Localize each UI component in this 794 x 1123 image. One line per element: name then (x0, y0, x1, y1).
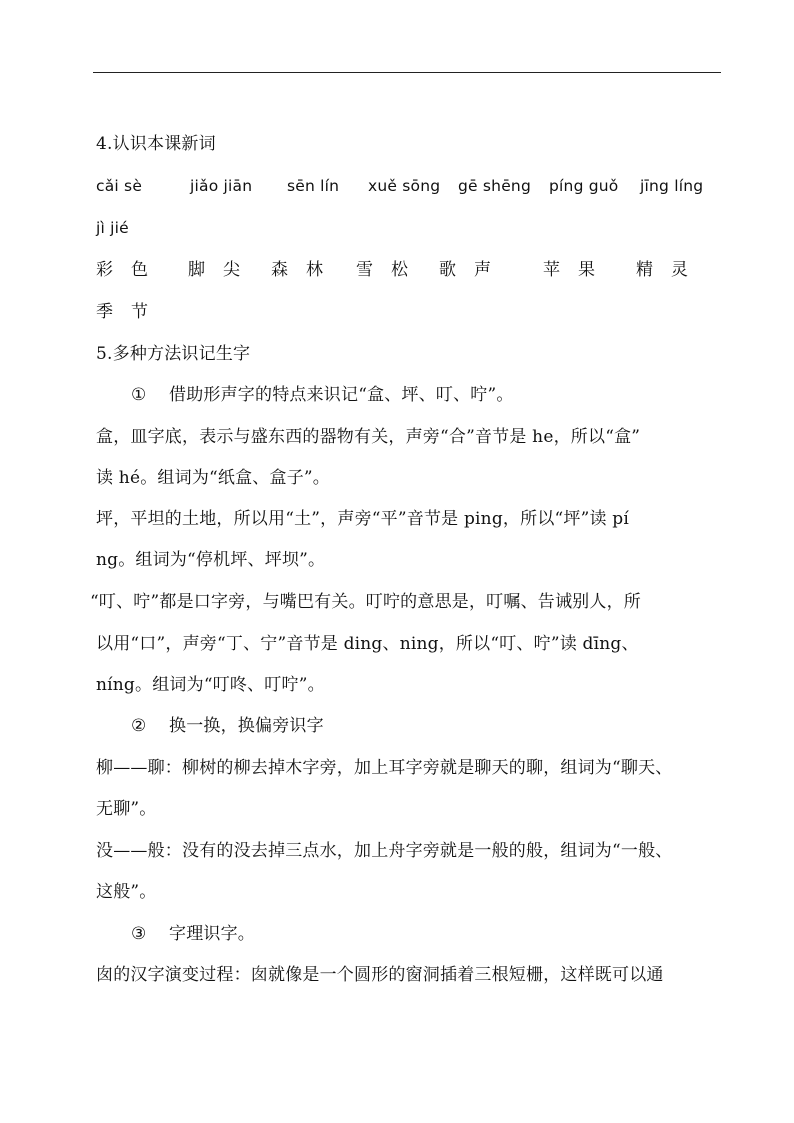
method-2-line-4: 这般”。 (96, 882, 157, 902)
word-gesheng: 歌声 (439, 260, 509, 280)
method-3-line-1: 囱的汉字演变过程：囱就像是一个圆形的窗洞插着三根短栅，这样既可以通 (96, 965, 664, 985)
circled-number-2: ② (131, 716, 147, 736)
method-1-line-2: 读 hé。组词为“纸盒、盒子”。 (96, 468, 330, 488)
header-rule (93, 72, 721, 73)
word-jingling: 精灵 (636, 260, 706, 280)
method-2-line-1: 柳——聊：柳树的柳去掉木字旁，加上耳字旁就是聊天的聊，组词为“聊天、 (96, 758, 673, 778)
method-3-title (131, 922, 255, 946)
circled-number-3: ③ (131, 924, 147, 944)
pinyin-row-2: jì jié (96, 219, 129, 237)
pinyin-jingling: jīng líng (640, 177, 704, 195)
method-1-line-4: ng。组词为“停机坪、坪坝”。 (96, 550, 326, 570)
method-2-title-text: 换一换，换偏旁识字 (169, 716, 324, 736)
pinyin-jiaojian: jiǎo jiān (190, 177, 253, 195)
method-2-line-3: 没——般：没有的没去掉三点水，加上舟字旁就是一般的般，组词为“一般、 (96, 841, 673, 861)
pinyin-pingguo: píng guǒ (549, 177, 619, 195)
method-3-title-text: 字理识字。 (169, 924, 255, 944)
method-1-line-3: 坪，平坦的土地，所以用“土”，声旁“平”音节是 ping，所以“坪”读 pí (96, 509, 630, 529)
word-senlin: 森林 (271, 260, 341, 280)
word-pingguo: 苹果 (543, 260, 613, 280)
section-4-heading: 4.认识本课新词 (96, 134, 216, 154)
method-2-title (131, 714, 324, 738)
word-jiaojian: 脚尖 (188, 260, 258, 280)
method-1-title-text: 借助形声字的特点来识记“盒、坪、叮、咛”。 (169, 385, 514, 405)
method-1-line-5: “叮、咛”都是口字旁，与嘴巴有关。叮咛的意思是，叮嘱、告诫别人，所 (90, 592, 641, 612)
words-row-2: 季节 (96, 302, 166, 322)
method-1-title (131, 383, 514, 407)
method-1-line-7: níng。组词为“叮咚、叮咛”。 (96, 675, 325, 695)
section-5-heading: 5.多种方法识记生字 (96, 344, 251, 364)
word-caise: 彩色 (96, 260, 166, 280)
circled-number-1: ① (131, 385, 147, 405)
method-2-line-2: 无聊”。 (96, 799, 157, 819)
pinyin-senlin: sēn lín (287, 177, 340, 195)
pinyin-gesheng: gē shēng (458, 177, 531, 195)
word-xuesong: 雪松 (356, 260, 426, 280)
pinyin-xuesong: xuě sōng (368, 177, 441, 195)
pinyin-caise: cǎi sè (96, 177, 143, 195)
method-1-line-1: 盒，皿字底，表示与盛东西的器物有关，声旁“合”音节是 he，所以“盒” (96, 427, 641, 447)
method-1-line-6: 以用“口”，声旁“丁、宁”音节是 ding、ning，所以“叮、咛”读 dīng、 (96, 634, 639, 654)
